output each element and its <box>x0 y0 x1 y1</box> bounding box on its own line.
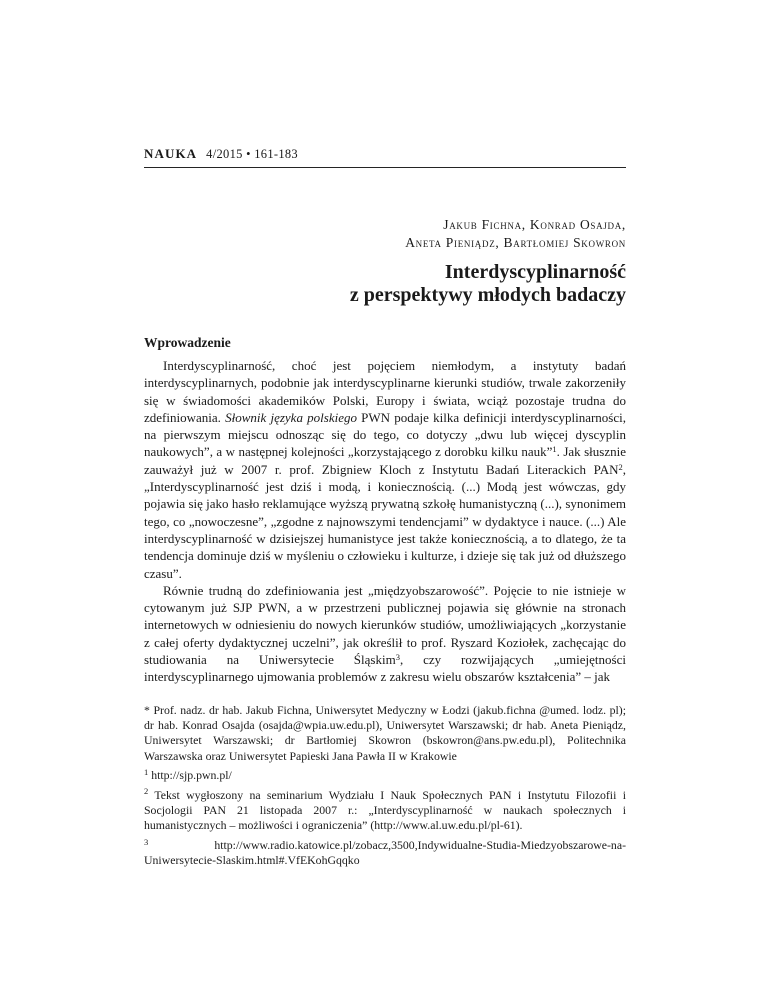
journal-name: NAUKA <box>144 146 198 161</box>
text-run: , „Interdyscyplinarność jest dziś i modą, i koniecznością. (...) Modą jest wówczas, gdy pojawia się jako hasło reklamujące wyższą prywatną szkołę humanistyczną (...), synonimem tego, co „nowoczesne”, „zgodne z najnowszymi tendencjami” w dydaktyce i nauce. (...) Ale interdyscyplinarność w dzisiejszej humanistyce jest także koniecznością, a to dlatego, że ta tendencja dominuje dziś w myśleniu o człowieku i kulturze, i dzieje się tak już od dłuższego czasu”. <box>144 461 626 581</box>
footnote-marker-2: 2 <box>144 786 149 797</box>
paragraph-introduction-1 <box>144 357 626 582</box>
text-run: PWN podaje kilka definicji interdyscyplinarności, na pierwszym miejscu odnosząc się do tego, co dotyczy „dwu lub więcej dyscyplin naukowych”, a w następnej kolejności „korzystającego z dorobku kilku nauk” <box>144 409 626 460</box>
section-heading: Wprowadzenie <box>144 335 231 350</box>
footnote-text: Tekst wygłoszony na seminarium Wydziału I Nauk Społecznych PAN i Instytutu Filozofii i Socjologii PAN 21 listopada 2007 r.: „Interdyscyplinarność w naukach społecznych i humanistycznych – możliwości i ograniczenia” (http://www.al.uw.edu.pl/pl-61). <box>144 787 626 833</box>
footnote-marker-3: 3 <box>144 836 149 847</box>
authors-line-1: Jakub Fichna, Konrad Osajda, <box>443 217 626 232</box>
footnotes-block <box>144 703 626 869</box>
authors-block <box>144 216 626 252</box>
footnote-2 <box>144 788 626 834</box>
text-run: . Jak słusznie zauważył już w 2007 r. prof. Zbigniew Kloch z Instytutu Badań Literackich PAN <box>144 444 626 477</box>
footnote-author-affiliations <box>144 703 626 765</box>
footnote-text: Prof. nadz. dr hab. Jakub Fichna, Uniwersytet Medyczny w Łodzi (jakub.fichna @umed. lodz. pl); dr hab. Konrad Osajda (osajda@wpia.uw.edu.pl), Uniwersytet Warszawski; dr hab. Aneta Pieniądz, Uniwersytet Warszawski; dr Bartłomiej Skowron (bskowron@ans.pw.edu.pl), Politechnika Warszawska oraz Uniwersytet Papieski Jana Pawła II w Krakowie <box>144 702 626 763</box>
page-content <box>144 146 626 873</box>
footnote-ref-1: 1 <box>552 444 557 455</box>
text-run: , czy rozwijających „umiejętności interdyscyplinarnego ujmowania problemów z zakresu wielu obszarów kształcenia” – jak <box>144 652 626 685</box>
journal-header <box>144 146 626 168</box>
footnote-3 <box>144 838 626 869</box>
journal-issue: 4/2015 • 161-183 <box>206 147 298 161</box>
text-run: Równie trudną do zdefiniowania jest „międzyobszarowość”. Pojęcie to nie istnieje w cytowanym już SJP PWN, a w przestrzeni publicznej pojawia się głównie na stronach internetowych w odniesieniu do nowych kierunków studiów, umożliwiających „korzystanie z całej oferty dydaktycznej uczelni”, jak określił to prof. Ryszard Koziołek, zachęcając do studiowania na Uniwersytecie Śląskim <box>144 582 626 668</box>
footnote-ref-2: 2 <box>618 461 623 472</box>
article-title-line-1: Interdyscyplinarność <box>444 261 626 283</box>
footnote-marker-asterisk: * <box>144 702 150 717</box>
authors-line-2: Aneta Pieniądz, Bartłomiej Skowron <box>405 235 626 250</box>
italic-title-text: Słownik języka polskiego <box>225 409 357 425</box>
footnote-marker-1: 1 <box>144 767 149 778</box>
footnote-1 <box>144 768 626 783</box>
footnote-ref-3: 3 <box>395 651 400 662</box>
article-title-line-2: z perspektywy młodych badaczy <box>349 284 626 306</box>
article-title <box>144 261 626 307</box>
footnote-text: http://www.radio.katowice.pl/zobacz,3500,Indywidualne-Studia-Miedzyobszarowe-na-Uniwersytecie-Slaskim.html#.VfEKohGqqko <box>144 837 626 868</box>
footnote-text: http://sjp.pwn.pl/ <box>151 768 232 783</box>
text-run: Interdyscyplinarność, choć jest pojęciem niemłodym, a instytuty badań interdyscyplinarnych, podobnie jak interdyscyplinarne kierunki studiów, trwale zakorzeniły się w świadomości akademików Polski, Europy i świata, wciąż pozostaje trudna do zdefiniowania. <box>144 358 626 425</box>
paragraph-introduction-2 <box>144 582 626 686</box>
